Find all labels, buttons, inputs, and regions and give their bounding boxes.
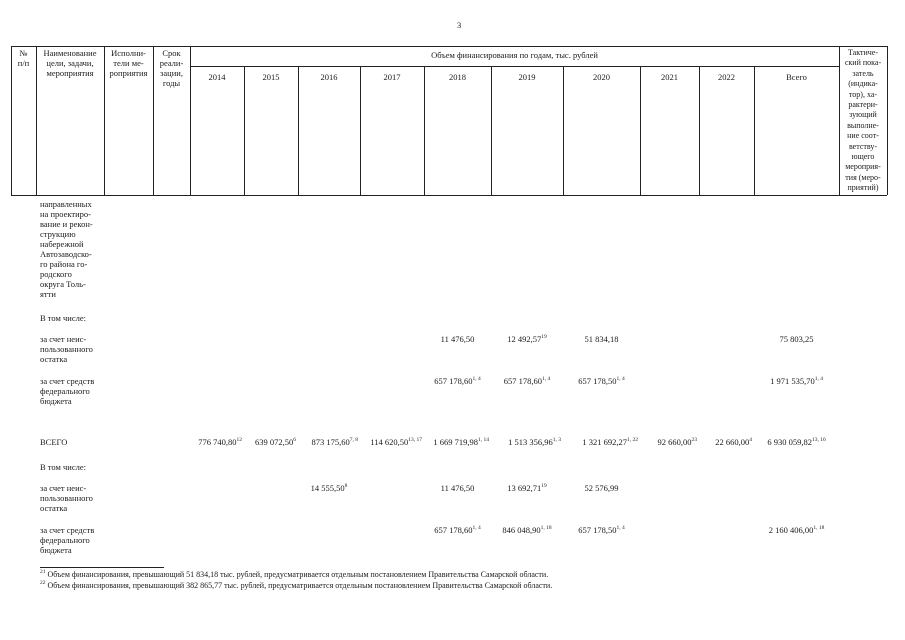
cell-2020: 52 576,99	[584, 483, 619, 493]
cell-2016: 14 555,50$^8$	[310, 483, 348, 493]
header-year-2015: 2015	[262, 72, 280, 82]
cell-2021: 92 660,00$^{23}$	[657, 437, 697, 447]
row-label: В том числе:	[40, 313, 86, 323]
cell-2020: 657 178,50$^{1, 4}$	[578, 525, 625, 535]
cell-2016: 873 175,60$^{7, 8}$	[311, 437, 358, 447]
cell-2019: 657 178,60$^{1, 4}$	[503, 376, 551, 386]
row-label-total: ВСЕГО	[40, 437, 68, 447]
row-label: за счет неис- пользованного остатка	[40, 483, 93, 513]
continuation-text: направленных на проектиро- вание и рекон- струкцию набережной Автозаводско- го района го- родского округа Толь- ятти	[40, 199, 93, 299]
footnote: $^{21}$ Объем финансирования, превышающий 51 834,18 тыс. рублей, предусматривается отдельным постановлением Правительства Самарской области.	[40, 569, 549, 579]
row-label: за счет средств федерального бюджета	[40, 525, 95, 555]
header-col-name: Наименование цели, задачи, мероприятия	[43, 48, 97, 78]
cell-2018: 11 476,50	[440, 483, 475, 493]
cell-2019: 846 048,90$^{1, 18}$	[502, 525, 552, 535]
cell-2018: 1 669 719,98$^{1, 14}$	[433, 437, 489, 447]
header-year-2021: 2021	[661, 72, 678, 82]
cell-2015: 639 072,50$^6$	[255, 437, 296, 447]
row-label: за счет средств федерального бюджета	[40, 376, 95, 406]
header-year-2019: 2019	[518, 72, 536, 82]
cell-2019: 12 492,57$^{19}$	[507, 334, 547, 344]
header-year-2020: 2020	[593, 72, 610, 82]
cell-2018: 657 178,60$^{1, 4}$	[434, 525, 481, 535]
cell-2018: 657 178,60$^{1, 4}$	[434, 376, 481, 386]
header-year-total: Всего	[786, 72, 807, 82]
cell-2020: 657 178,50$^{1, 4}$	[578, 376, 625, 386]
cell-2020: 51 834,18	[584, 334, 619, 344]
cell-total: 75 803,25	[779, 334, 814, 344]
row-label: В том числе:	[40, 462, 86, 472]
header-year-2017: 2017	[383, 72, 401, 82]
cell-2014: 776 740,80$^{12}$	[198, 437, 242, 447]
cell-total: 2 160 406,00$^{1, 18}$	[768, 525, 825, 535]
header-col-term: Срок реали- зации, годы	[159, 48, 184, 88]
cell-total: 6 930 059,82$^{13, 16}$	[767, 437, 826, 447]
header-col-number: № п/п	[17, 48, 30, 68]
cell-2020: 1 321 692,27$^{1, 22}$	[582, 437, 638, 447]
header-year-2022: 2022	[718, 72, 735, 82]
cell-2017: 114 620,50$^{13, 17}$	[370, 437, 422, 447]
header-year-2014: 2014	[208, 72, 226, 82]
cell-2022: 22 660,00$^4$	[715, 437, 752, 447]
row-label: за счет неис- пользованного остатка	[40, 334, 93, 364]
cell-2018: 11 476,50	[440, 334, 475, 344]
footnote: $^{22}$ Объем финансирования, превышающий 382 865,77 тыс. рублей, предусматривается отдельным постановлением Правительства Самарской области.	[40, 580, 553, 590]
header-col-indicator: Тактиче- ский пока- затель (индика- тор), ха- рактери- зующий выполне- ние соот- ветству- ющего мероприя- тия (меро- приятий)	[844, 48, 882, 193]
page-number: 3	[457, 20, 462, 30]
header-year-2018: 2018	[449, 72, 466, 82]
cell-2019: 13 692,71$^{19}$	[507, 483, 547, 493]
header-financing-title: Объем финансирования по годам, тыс. рублей	[431, 50, 598, 60]
header-col-executors: Исполни- тели ме- роприятия	[109, 48, 148, 78]
cell-total: 1 971 535,70$^{1, 4}$	[770, 376, 823, 386]
header-year-2016: 2016	[320, 72, 338, 82]
footnote-separator	[40, 567, 164, 568]
cell-2019: 1 513 356,96$^{1, 3}$	[508, 437, 561, 447]
